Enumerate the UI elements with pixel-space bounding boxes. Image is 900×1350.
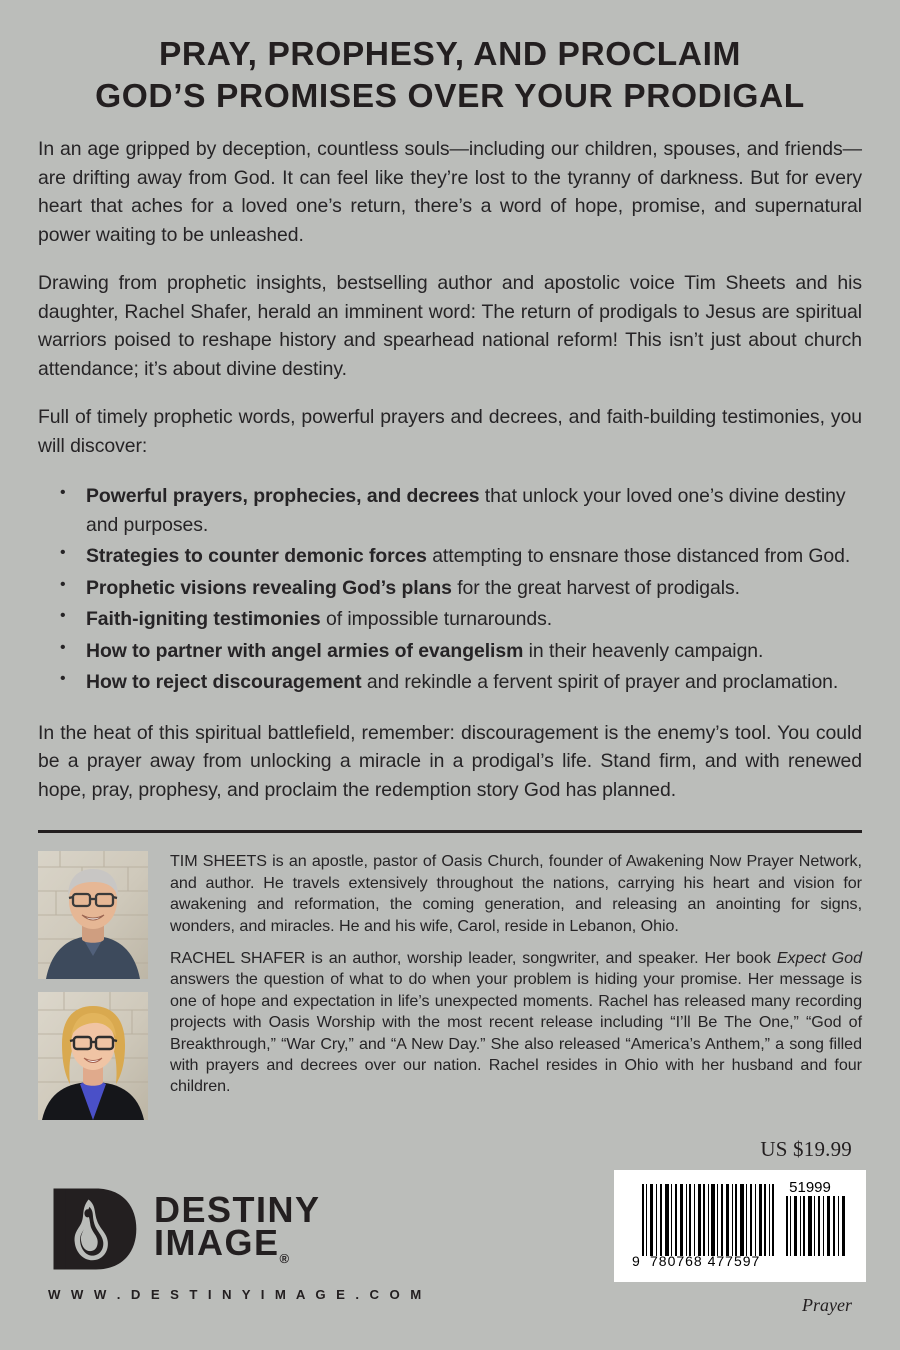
list-item [38, 574, 862, 603]
publisher-website[interactable]: W W W . D E S T I N Y I M A G E . C O M [48, 1287, 425, 1302]
avatar [38, 851, 148, 979]
publisher-logo-row [48, 1183, 321, 1275]
barcode-leading-digit: 9 [632, 1253, 640, 1269]
list-item-rest: for the great harvest of prodigals. [451, 576, 741, 599]
bio-author-name: TIM SHEETS [170, 852, 267, 871]
avatar [38, 992, 148, 1120]
list-item-rest: in their heavenly campaign. [523, 639, 764, 662]
bio-book-title: Expect God [776, 948, 862, 967]
marketing-copy [38, 135, 862, 804]
title-line-2: GOD’S PROMISES OVER YOUR PRODIGAL [95, 77, 805, 115]
section-divider [38, 830, 862, 833]
list-item-rest: that unlock your loved one’s divine destiny and purposes. [86, 485, 846, 536]
title-line-1: PRAY, PROPHESY, AND PROCLAIM [158, 36, 742, 73]
bio-author-text: is an apostle, pastor of Oasis Church, founder of Awakening Now Prayer Network, and author. He travels extensively throughout the nations, carrying his heart and vision for awakening and reformation, the coming generation, and releasing an anointing for signs, wonders, and miracles. He and his wife, Carol, reside in Lebanon, Ohio. [170, 852, 862, 935]
list-item-lead: Prophetic visions revealing God’s plans [86, 576, 452, 599]
bio-author-text-part2: answers the question of what to do when your problem is hiding your promise. Her message is one of hope and expectation in life’s unexpected moments. Rachel has released many recording projects with Oasis Worship with the most recent release including “I’ll Be The One,” “God of Breakthrough,” “War Cry,” and “A New Day.” She also released “America’s Anthem,” a song filled with prayers and decrees over our nation. Rachel resides in Ohio with her husband and four children. [170, 970, 862, 1096]
publisher-logo [48, 1183, 425, 1302]
list-item-lead: How to partner with angel armies of evangelism [86, 639, 524, 662]
registered-trademark-icon: ® [279, 1251, 290, 1267]
page-title [38, 0, 862, 117]
list-item-rest: attempting to ensnare those distanced from God. [426, 545, 851, 568]
paragraph-3: Full of timely prophetic words, powerful prayers and decrees, and faith-building testimonies, you will discover: [38, 406, 862, 457]
price-label: US $19.99 [760, 1137, 852, 1161]
author-bio-column [148, 851, 862, 1097]
bio-author-name: RACHEL SHAFER [170, 948, 306, 967]
list-item-lead: Faith-igniting testimonies [86, 608, 321, 631]
list-item [38, 482, 862, 539]
list-item [38, 542, 862, 571]
destiny-image-d-flame-icon [48, 1183, 140, 1275]
isbn-barcode [614, 1170, 866, 1282]
list-item [38, 637, 862, 666]
paragraph-1: In an age gripped by deception, countless souls—including our children, spouses, and friends—are drifting away from God. It can feel like they’re lost to the tyranny of darkness. But for every heart that aches for a loved one’s return, there’s a word of hope, promise, and supernatural power waiting to be unleashed. [38, 138, 862, 246]
bio-author-text-part1: is an author, worship leader, songwriter, and speaker. Her book [305, 948, 777, 967]
author-photo-column [38, 851, 148, 1120]
bio-rachel-shafer [170, 948, 862, 1098]
list-item-rest: and rekindle a fervent spirit of prayer and proclamation. [361, 671, 839, 694]
publisher-name-line-1: DESTINY [154, 1188, 321, 1230]
list-item-lead: How to reject discouragement [86, 671, 362, 694]
paragraph-2: Drawing from prophetic insights, bestselling author and apostolic voice Tim Sheets and his daughter, Rachel Shafer, herald an imminent word: The return of prodigals to Jesus are spiritual warriors poised to reshape history and spearhead national reform! This isn’t just about church attendance; it’s about divine destiny. [38, 272, 862, 380]
list-item-lead: Strategies to counter demonic forces [86, 545, 427, 568]
publisher-name-line-2-text: IMAGE [154, 1221, 280, 1263]
barcode-main-digits: 780768 477597 [650, 1253, 761, 1269]
publisher-wordmark [154, 1188, 321, 1267]
feature-bullet-list [38, 482, 862, 697]
cover-footer [0, 1120, 900, 1350]
publisher-name-line-2 [154, 1221, 321, 1267]
list-item [38, 605, 862, 634]
list-item-rest: of impossible turnarounds. [320, 608, 553, 631]
barcode-supplement-digits: 51999 [789, 1179, 831, 1196]
list-item [38, 668, 862, 697]
author-bios [38, 851, 862, 1120]
bio-tim-sheets [170, 851, 862, 937]
barcode-svg [614, 1170, 866, 1282]
list-item-lead: Powerful prayers, prophecies, and decrees [86, 485, 480, 508]
closing-paragraph: In the heat of this spiritual battlefield, remember: discouragement is the enemy’s tool. You could be a prayer away from unlocking a miracle in a prodigal’s life. Stand firm, and with renewed hope, pray, prophesy, and proclaim the redemption story God has planned. [38, 721, 862, 801]
category-label: Prayer [802, 1295, 852, 1315]
